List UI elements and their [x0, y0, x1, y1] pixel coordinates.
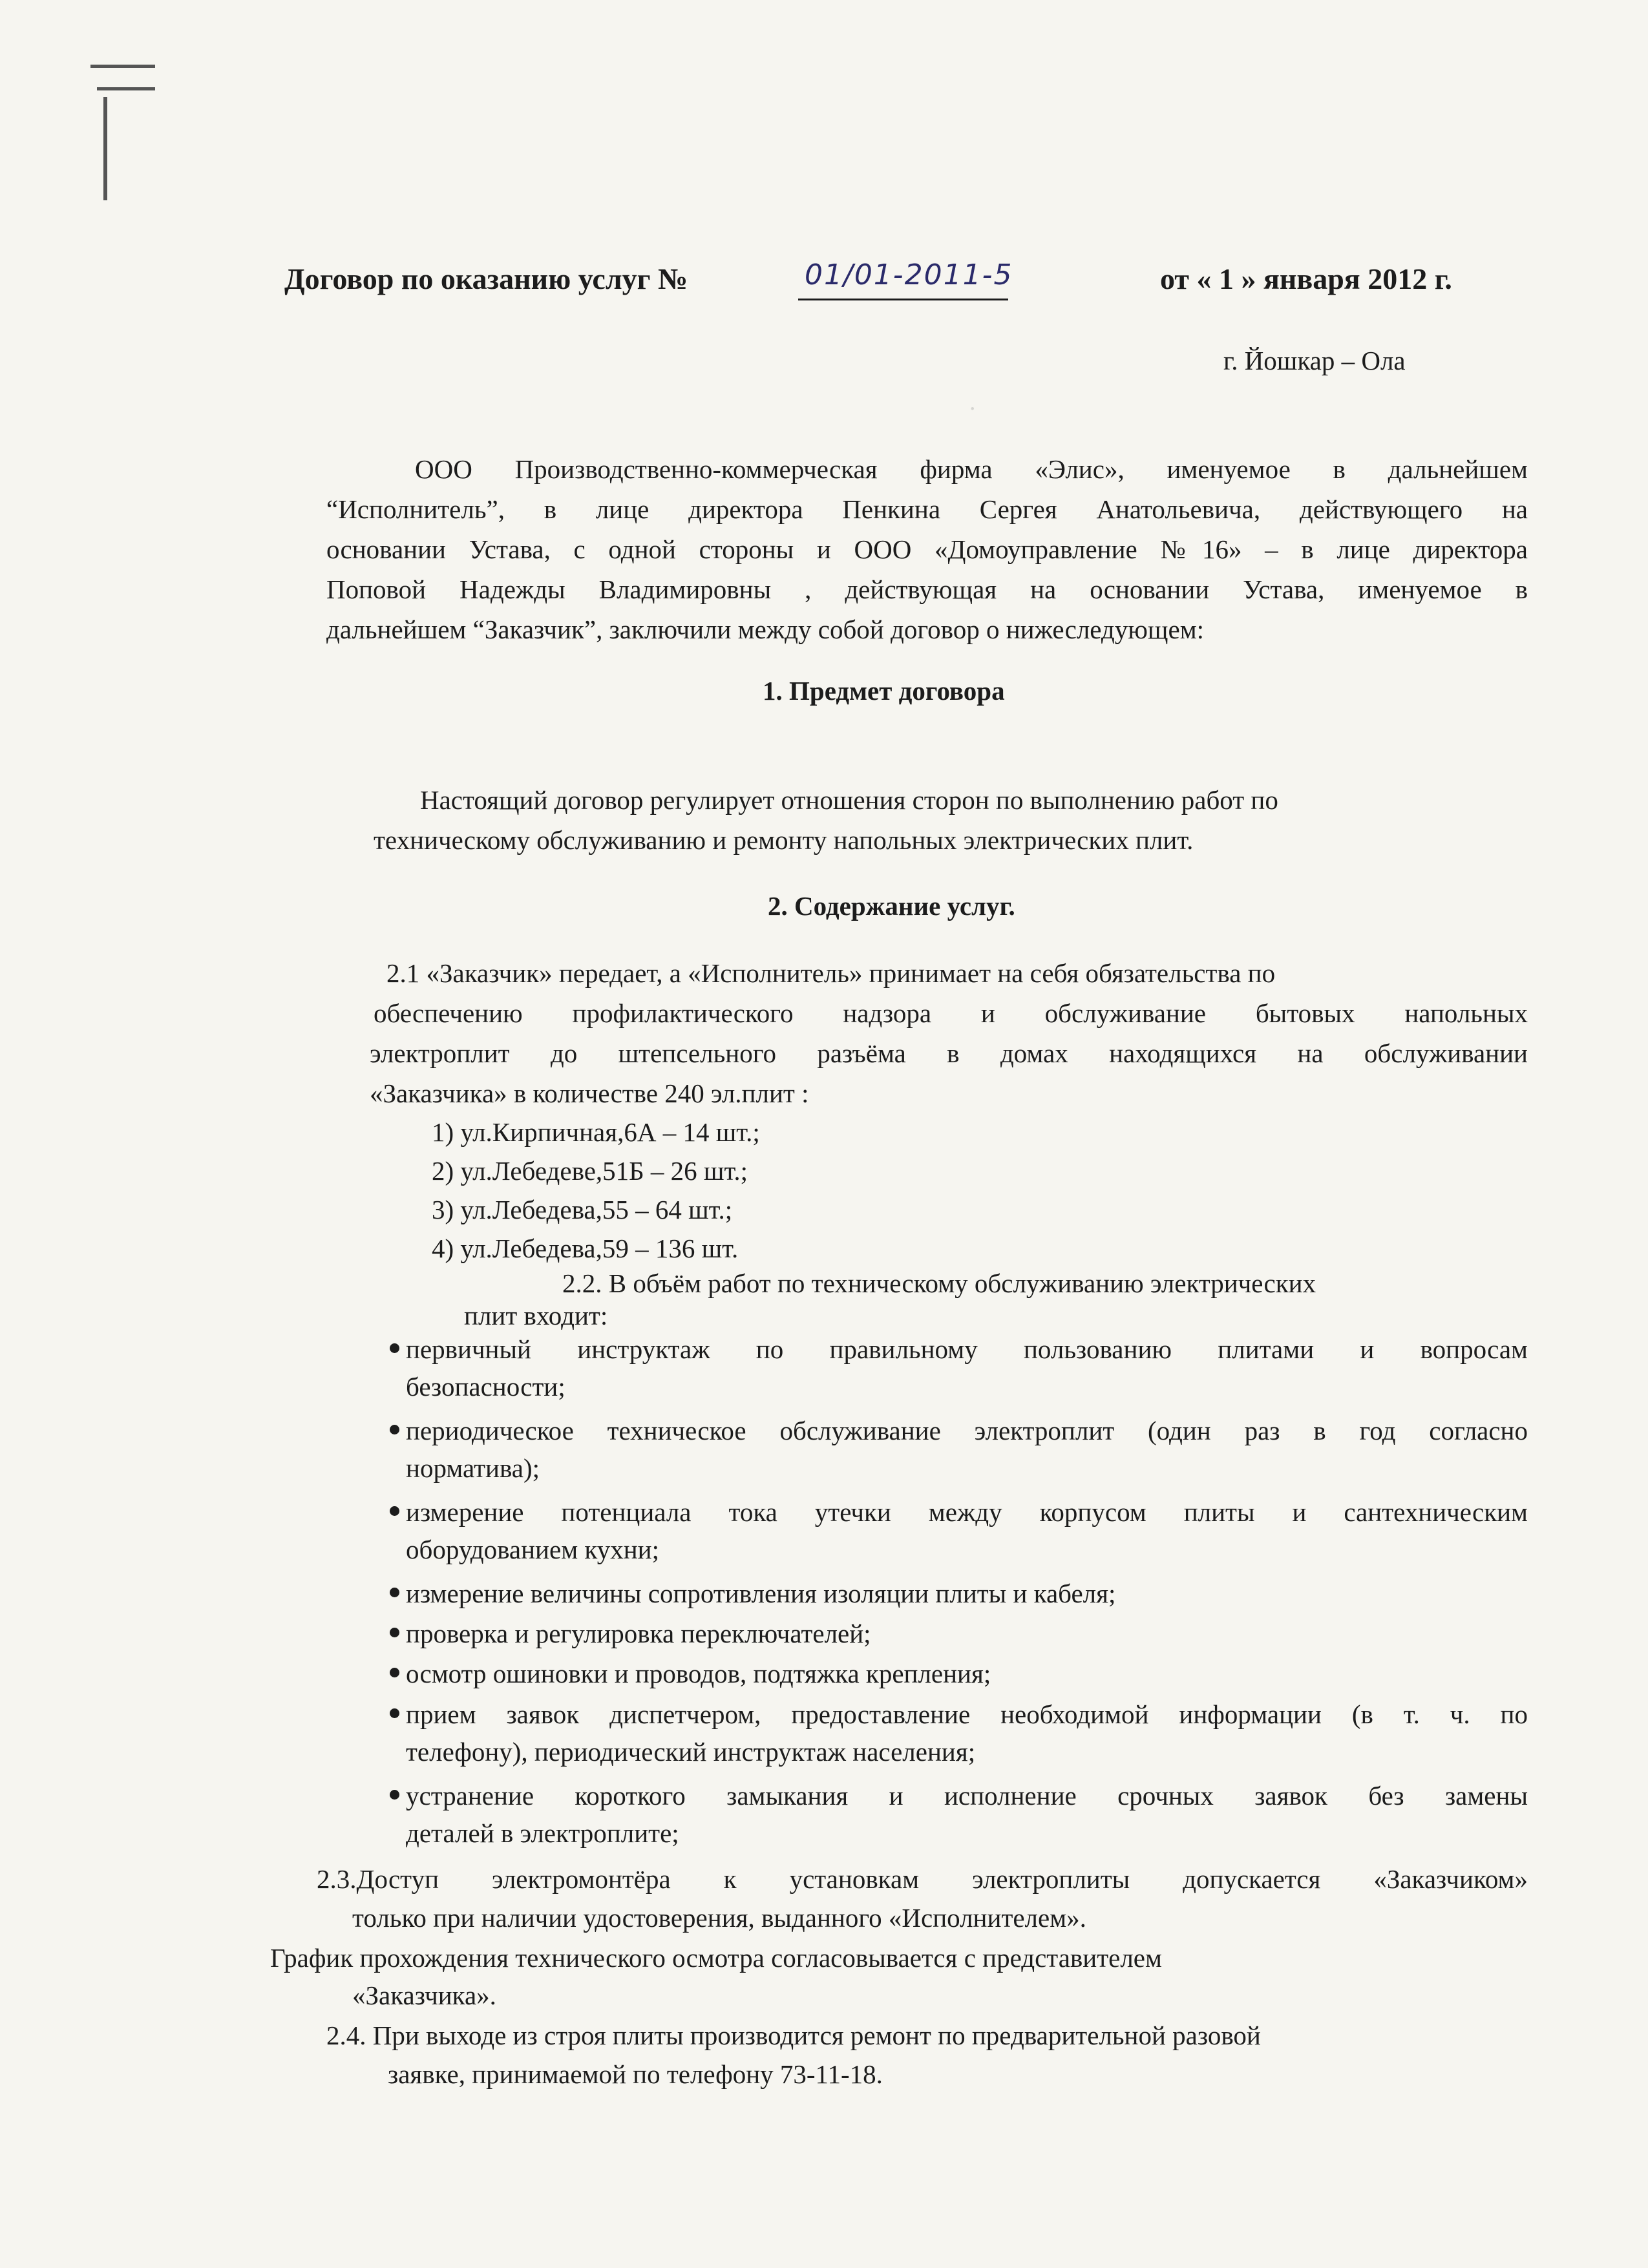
document-date: от « 1 » января 2012 г. [1160, 262, 1452, 295]
address-item: 3) ул.Лебедева,55 – 64 шт.; [432, 1195, 733, 1224]
bullet-icon [390, 1588, 399, 1597]
section1-line: Настоящий договор регулирует отношения сторон по выполнению работ по [420, 785, 1278, 815]
bullet-icon [390, 1790, 399, 1800]
intro-line: дальнейшем “Заказчик”, заключили между собой договор о нижеследующем: [326, 614, 1205, 644]
schedule-line: «Заказчика». [352, 1980, 496, 2010]
list-item: измерение величины сопротивления изоляции плиты и кабеля; [406, 1579, 1116, 1608]
list-item: телефону), периодический инструктаж населения; [406, 1737, 976, 1767]
address-item: 2) ул.Лебедеве,51Б – 26 шт.; [432, 1156, 748, 1186]
list-item: периодическое техническое обслуживание электроплит (один раз в год согласно [406, 1416, 1528, 1445]
list-item: безопасности; [406, 1372, 565, 1402]
clause-2-1-line: 2.1 «Заказчик» передает, а «Исполнитель» принимает на себя обязательства по [386, 958, 1276, 988]
clause-2-2-line: 2.2. В объём работ по техническому обслуживанию электрических [562, 1268, 1316, 1298]
list-item: оборудованием кухни; [406, 1535, 660, 1564]
scan-mark [103, 97, 107, 200]
document-title [284, 262, 688, 296]
intro-line: Поповой Надежды Владимировны , действующая на основании Устава, именуемое в [326, 574, 1528, 604]
bullet-icon [390, 1343, 399, 1353]
bullet-icon [390, 1708, 399, 1718]
address-item: 1) ул.Кирпичная,6А – 14 шт.; [432, 1117, 760, 1147]
list-item: первичный инструктаж по правильному пользованию плитами и вопросам [406, 1334, 1528, 1364]
section-heading-2: 2. Содержание услуг. [768, 891, 1015, 921]
title-prefix: Договор по оказанию услуг № [284, 262, 688, 295]
clause-2-1-line: электроплит до штепсельного разъёма в домах находящихся на обслуживании [370, 1038, 1528, 1068]
clause-2-4-line: 2.4. При выходе из строя плиты производится ремонт по предварительной разовой [326, 2021, 1261, 2050]
list-item: деталей в электроплите; [406, 1818, 679, 1848]
clause-2-3-line: 2.3.Доступ электромонтёра к установкам электроплиты допускается «Заказчиком» [317, 1864, 1528, 1894]
contract-number: 01/01-2011-5 [805, 258, 1013, 291]
bullet-icon [390, 1628, 399, 1637]
clause-2-1-line: обеспечению профилактического надзора и обслуживание бытовых напольных [374, 998, 1528, 1028]
clause-2-4-line: заявке, принимаемой по телефону 73-11-18. [388, 2059, 883, 2089]
address-item: 4) ул.Лебедева,59 – 136 шт. [432, 1234, 739, 1263]
list-item: проверка и регулировка переключателей; [406, 1619, 871, 1648]
schedule-line: График прохождения технического осмотра согласовывается с представителем [270, 1943, 1162, 1973]
city: г. Йошкар – Ола [1223, 346, 1406, 375]
list-item: измерение потенциала тока утечки между корпусом плиты и сантехническим [406, 1497, 1528, 1527]
intro-line: “Исполнитель”, в лице директора Пенкина Сергея Анатольевича, действующего на [326, 494, 1528, 524]
list-item: прием заявок диспетчером, предоставление необходимой информации (в т. ч. по [406, 1699, 1528, 1729]
contract-number-underline [798, 299, 1008, 300]
scan-mark [90, 65, 155, 68]
section-heading-1: 1. Предмет договора [763, 676, 1005, 706]
section1-line: техническому обслуживанию и ремонту напольных электрических плит. [374, 825, 1194, 855]
intro-line: основании Устава, с одной стороны и ООО «Домоуправление №16» – в лице директора [326, 534, 1528, 564]
clause-2-3-line: только при наличии удостоверения, выданного «Исполнителем». [352, 1903, 1086, 1933]
list-item: устранение короткого замыкания и исполнение срочных заявок без замены [406, 1781, 1528, 1811]
scan-mark [97, 87, 155, 90]
list-item: осмотр ошиновки и проводов, подтяжка крепления; [406, 1659, 991, 1688]
bullet-icon [390, 1425, 399, 1434]
bullet-icon [390, 1668, 399, 1677]
clause-2-2-line: плит входит: [464, 1301, 608, 1330]
clause-2-1-line: «Заказчика» в количестве 240 эл.плит : [370, 1078, 809, 1108]
intro-line: ООО Производственно-коммерческая фирма «Элис», именуемое в дальнейшем [415, 454, 1528, 484]
bullet-icon [390, 1506, 399, 1516]
list-item: норматива); [406, 1453, 540, 1483]
